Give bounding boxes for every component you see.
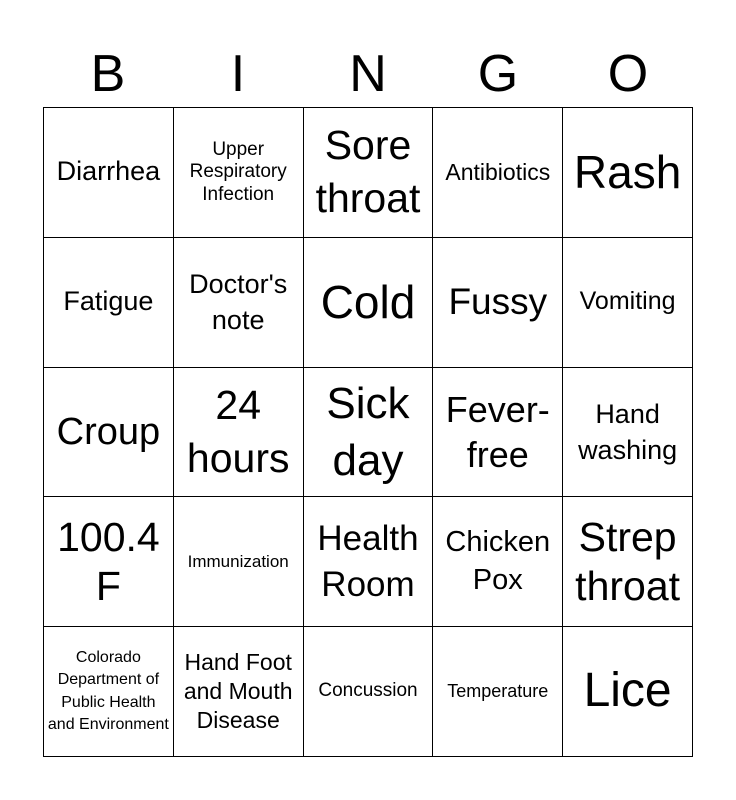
cell-label: Antibiotics [445,158,551,185]
cell-label: Immunization [187,551,289,571]
bingo-cell-hand-foot-mouth-disease[interactable] [174,627,304,757]
bingo-cell-croup[interactable] [44,368,174,498]
header-letter-n: N [349,45,387,103]
cell-label: Sore throat [315,122,421,222]
bingo-cell-chicken-pox[interactable] [433,497,563,627]
cell-label: Lice [583,664,672,718]
cell-label: Hand washing [578,398,678,465]
cell-label: Chicken Pox [445,526,551,596]
bingo-cell-antibiotics[interactable] [433,108,563,238]
cell-label: Vomiting [579,287,676,316]
bingo-cell-lice[interactable] [563,627,693,757]
cell-label: Hand Foot and Mouth Disease [183,649,293,733]
bingo-cell-temperature[interactable] [433,627,563,757]
bingo-cell-upper-respiratory-infection[interactable] [174,108,304,238]
bingo-cell-24-hours[interactable] [174,368,304,498]
bingo-header [43,44,693,104]
bingo-cell-immunization[interactable] [174,497,304,627]
cell-label: Strep throat [575,513,681,609]
header-letter-o: O [607,45,649,103]
bingo-cell-hand-washing[interactable] [563,368,693,498]
bingo-cell-fatigue[interactable] [44,238,174,368]
cell-label: Upper Respiratory Infection [189,138,287,205]
bingo-cell-rash[interactable] [563,108,693,238]
cell-label: Fussy [448,281,548,323]
header-letter-i: I [230,45,246,103]
cell-label: Doctor's note [189,268,288,336]
cell-label: Fatigue [63,286,154,317]
cell-label: 24 hours [186,381,290,481]
bingo-cell-colorado-department[interactable] [44,627,174,757]
header-letter-b: B [90,45,126,103]
bingo-cell-fever-free[interactable] [433,368,563,498]
bingo-cell-100-4-f[interactable] [44,497,174,627]
cell-label: Croup [56,410,161,453]
cell-label: Temperature [447,680,549,701]
bingo-cell-sore-throat[interactable] [304,108,434,238]
cell-label: Concussion [318,680,418,702]
bingo-board [43,107,693,757]
bingo-cell-cold[interactable] [304,238,434,368]
bingo-cell-health-room[interactable] [304,497,434,627]
bingo-cell-vomiting[interactable] [563,238,693,368]
cell-label: Fever-free [445,388,550,475]
cell-label: Health Room [317,519,419,604]
bingo-cell-fussy[interactable] [433,238,563,368]
bingo-cell-sick-day[interactable] [304,368,434,498]
cell-label: Rash [573,146,682,199]
bingo-cell-diarrhea[interactable] [44,108,174,238]
cell-label: Cold [320,276,416,329]
cell-label: Diarrhea [56,156,161,187]
bingo-cell-concussion[interactable] [304,627,434,757]
bingo-cell-strep-throat[interactable] [563,497,693,627]
cell-label: Sick day [326,378,410,485]
header-letter-g: G [477,45,519,103]
cell-label: 100.4 F [57,513,160,609]
cell-label: Colorado Department of Public Health and Environment [47,648,169,733]
bingo-cell-doctors-note[interactable] [174,238,304,368]
